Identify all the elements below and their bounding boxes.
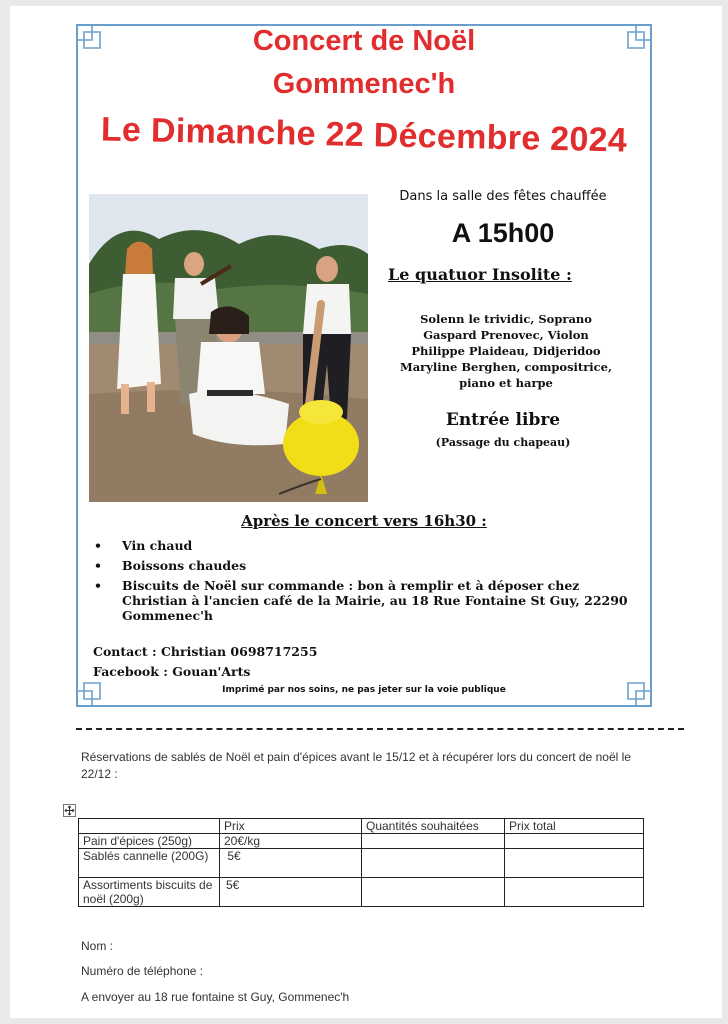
member-line: Maryline Berghen, compositrice, (400, 360, 612, 374)
table-cell (362, 834, 505, 849)
table-row (79, 834, 644, 849)
quartet-title: Le quatuor Insolite : (388, 265, 572, 284)
list-item-text: Vin chaud (122, 538, 193, 553)
table-cell (505, 849, 644, 878)
venue-text: Dans la salle des fêtes chauffée (399, 189, 607, 204)
table-header-cell: Quantités souhaitées (362, 819, 505, 834)
table-header-cell: Prix total (505, 819, 644, 834)
send-to-address: A envoyer au 18 rue fontaine st Guy, Gommenec'h (81, 990, 350, 1004)
table-cell (505, 834, 644, 849)
table-cell: 5€ (220, 849, 362, 878)
list-item-text: Boissons chaudes (122, 558, 247, 573)
after-concert-list (94, 538, 642, 628)
contact-line: Contact : Christian 0698717255 (93, 644, 318, 659)
order-table (78, 818, 644, 907)
name-label: Nom : (81, 939, 114, 953)
table-row (79, 878, 644, 907)
list-item-text: Biscuits de Noël sur commande : bon à remplir et à déposer chez Christian à l'ancien café de la Mairie, au 18 Rue Fontaine St Guy, 22290 Gommenec'h (122, 578, 628, 623)
phone-label: Numéro de téléphone : (81, 964, 204, 978)
table-cell: 5€ (220, 878, 362, 907)
cut-line (76, 728, 684, 730)
table-row (79, 849, 644, 878)
table-header-cell: Prix (220, 819, 362, 834)
table-header-cell (79, 819, 220, 834)
member-line: piano et harpe (459, 376, 553, 390)
list-item (94, 538, 642, 553)
table-cell (505, 878, 644, 907)
bullet-icon: • (94, 578, 102, 593)
member-line: Philippe Plaideau, Didjeridoo (411, 344, 601, 358)
table-header-row (79, 819, 644, 834)
table-cell (362, 849, 505, 878)
table-cell (362, 878, 505, 907)
bullet-icon: • (94, 538, 102, 553)
after-concert-title: Après le concert vers 16h30 : (241, 512, 487, 530)
table-cell: 20€/kg (220, 834, 362, 849)
bullet-icon: • (94, 558, 102, 573)
concert-time: A 15h00 (451, 218, 555, 248)
member-line: Gaspard Prenovec, Violon (423, 328, 589, 342)
list-item (94, 578, 642, 623)
entry-free-text: Entrée libre (445, 410, 561, 430)
printed-note: Imprimé par nos soins, ne pas jeter sur la voie publique (222, 685, 506, 695)
table-cell: Pain d'épices (250g) (79, 834, 220, 849)
concert-town: Gommenec'h (272, 68, 456, 100)
table-cell: Sablés cannelle (200G) (79, 849, 220, 878)
reservation-intro: Réservations de sablés de Noël et pain d'épices avant le 15/12 et à récupérer lors du concert de noël le 22/12 : (81, 750, 631, 781)
musicians-photo (89, 194, 368, 502)
concert-date: Le Dimanche 22 Décembre 2024 (100, 110, 628, 160)
entry-note: (Passage du chapeau) (435, 436, 571, 449)
facebook-line: Facebook : Gouan'Arts (93, 664, 251, 679)
concert-title: Concert de Noël (252, 25, 476, 57)
member-line: Solenn le trividic, Soprano (420, 312, 592, 326)
members-list (372, 311, 640, 391)
table-move-handle-icon[interactable] (63, 804, 76, 817)
list-item (94, 558, 642, 573)
table-cell: Assortiments biscuits de noël (200g) (79, 878, 220, 907)
